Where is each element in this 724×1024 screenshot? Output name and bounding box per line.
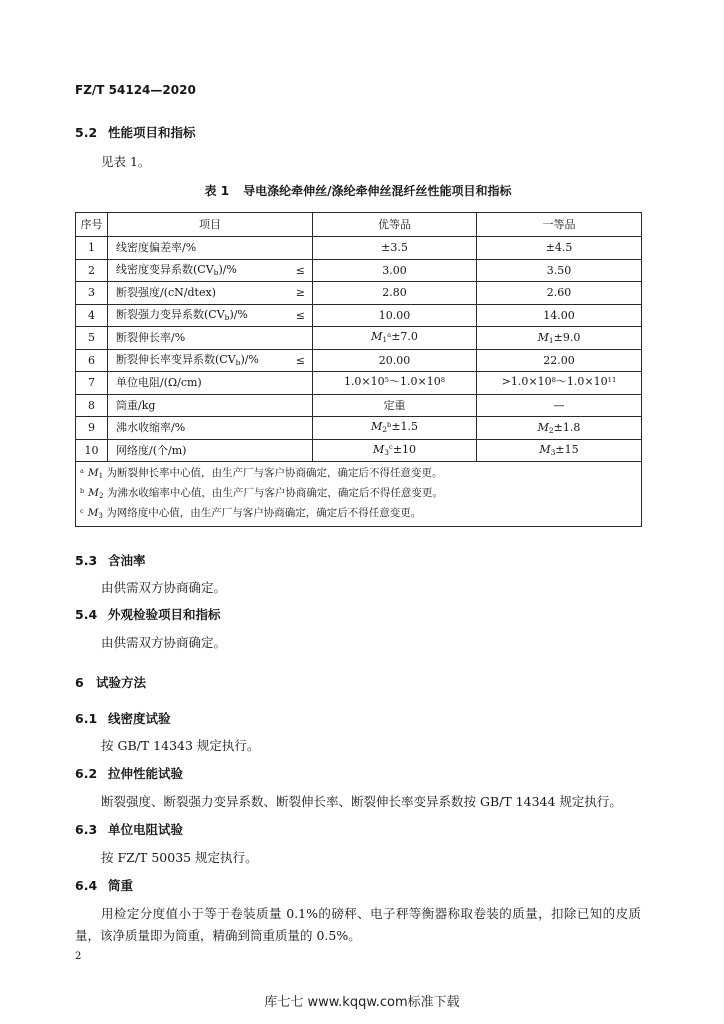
subscript: b bbox=[224, 313, 230, 323]
item-label bbox=[116, 444, 186, 457]
item-cell bbox=[108, 349, 313, 372]
excellent-grade-cell bbox=[313, 349, 477, 372]
text-segment: ±7.0 bbox=[391, 330, 418, 344]
item-label bbox=[116, 399, 155, 412]
first-grade-cell bbox=[477, 439, 642, 462]
text-segment: 线密度变异系数(CV bbox=[116, 263, 214, 277]
item-cell bbox=[108, 327, 313, 350]
text-segment: )/% bbox=[240, 353, 259, 367]
section-6-4-heading bbox=[75, 878, 133, 894]
subscript: 3 bbox=[550, 448, 556, 458]
table-note bbox=[80, 464, 641, 484]
note-marker: c bbox=[80, 506, 84, 515]
comparison-symbol: ≤ bbox=[295, 308, 305, 322]
section-title: 筒重 bbox=[108, 878, 134, 893]
item-cell bbox=[108, 304, 313, 327]
header-first-grade: 一等品 bbox=[477, 213, 642, 237]
excellent-grade-cell bbox=[313, 372, 477, 395]
text-segment: ±4.5 bbox=[545, 241, 573, 255]
comparison-symbol: ≤ bbox=[295, 263, 305, 277]
excellent-grade-cell bbox=[313, 304, 477, 327]
row-number-cell: 7 bbox=[76, 372, 108, 395]
section-title: 含油率 bbox=[108, 553, 146, 568]
italic-symbol: M bbox=[537, 330, 549, 344]
section-title: 单位电阻试验 bbox=[108, 822, 184, 837]
header-excellent-grade: 优等品 bbox=[313, 213, 477, 237]
superscript: 5 bbox=[384, 375, 389, 384]
section-6-heading bbox=[75, 675, 146, 691]
first-grade-cell bbox=[477, 417, 642, 440]
section-5-4-heading bbox=[75, 607, 221, 623]
table-row bbox=[76, 237, 642, 260]
comparison-symbol: ≤ bbox=[295, 353, 305, 367]
table-row bbox=[76, 327, 642, 350]
text-segment: 3.50 bbox=[546, 263, 572, 277]
section-number: 6.2 bbox=[75, 766, 98, 781]
text-segment: )/% bbox=[218, 263, 237, 277]
table-notes-row bbox=[76, 462, 642, 527]
item-content bbox=[116, 444, 305, 457]
item-label bbox=[116, 241, 196, 254]
item-cell bbox=[108, 237, 313, 260]
item-cell bbox=[108, 394, 313, 417]
excellent-grade-cell bbox=[313, 417, 477, 440]
table-caption-number: 表 1 bbox=[204, 184, 230, 198]
text-segment: 2.80 bbox=[382, 286, 407, 300]
row-number-cell: 10 bbox=[76, 439, 108, 462]
section-title: 试验方法 bbox=[96, 675, 147, 690]
section-5-2-body: 见表 1。 bbox=[101, 154, 151, 169]
table-row bbox=[76, 439, 642, 462]
first-grade-cell bbox=[477, 259, 642, 282]
section-number: 5.4 bbox=[75, 607, 98, 622]
table-body bbox=[76, 237, 642, 462]
note-marker: b bbox=[80, 486, 85, 495]
text-segment: 1.0×10 bbox=[343, 375, 385, 389]
subscript: 3 bbox=[384, 447, 389, 457]
section-number: 5.3 bbox=[75, 553, 98, 568]
superscript: a bbox=[387, 330, 392, 339]
text-segment: 定重 bbox=[383, 398, 406, 412]
item-content bbox=[116, 241, 305, 254]
item-cell bbox=[108, 372, 313, 395]
subscript: b bbox=[235, 358, 241, 368]
row-number-cell: 2 bbox=[76, 259, 108, 282]
item-label bbox=[116, 353, 259, 367]
section-5-2-heading bbox=[75, 125, 196, 141]
text-segment: 为沸水收缩率中心值，由生产厂与客户协商确定，确定后不得任意变更。 bbox=[103, 487, 443, 499]
item-cell bbox=[108, 259, 313, 282]
item-label bbox=[116, 421, 185, 434]
section-5-3-heading bbox=[75, 553, 146, 569]
item-cell bbox=[108, 417, 313, 440]
superscript: 11 bbox=[607, 375, 617, 384]
excellent-grade-cell bbox=[313, 237, 477, 260]
text-segment: ±1.5 bbox=[391, 420, 419, 434]
table-row bbox=[76, 349, 642, 372]
excellent-grade-cell bbox=[313, 327, 477, 350]
item-content bbox=[116, 421, 305, 434]
running-header: FZ/T 54124—2020 bbox=[75, 83, 196, 97]
first-grade-cell bbox=[477, 282, 642, 305]
text-segment: 断裂强度/(cN/dtex) bbox=[116, 286, 216, 300]
subscript: 1 bbox=[382, 335, 388, 345]
page-number: 2 bbox=[75, 951, 82, 962]
superscript: c bbox=[388, 443, 393, 452]
section-5-3-body: 由供需双方协商确定。 bbox=[101, 580, 227, 595]
excellent-grade-cell bbox=[313, 394, 477, 417]
item-label bbox=[116, 286, 216, 299]
text-segment: 3.00 bbox=[382, 263, 407, 277]
excellent-grade-cell bbox=[313, 259, 477, 282]
text-segment: 断裂强力变异系数(CV bbox=[116, 308, 225, 322]
text-segment: ±9.0 bbox=[553, 330, 581, 344]
row-number-cell: 5 bbox=[76, 327, 108, 350]
subscript: 2 bbox=[98, 491, 104, 501]
text-segment: 10.00 bbox=[378, 308, 411, 322]
table-header-row bbox=[76, 213, 642, 237]
item-content bbox=[116, 308, 305, 322]
note-marker: a bbox=[80, 466, 84, 475]
first-grade-cell bbox=[477, 372, 642, 395]
section-number: 6.4 bbox=[75, 878, 98, 893]
text-segment: — bbox=[553, 398, 565, 412]
section-number: 6 bbox=[75, 675, 84, 690]
text-segment: ±15 bbox=[555, 443, 579, 457]
italic-symbol: M bbox=[371, 330, 383, 344]
text-segment: 14.00 bbox=[543, 308, 575, 322]
italic-symbol: M bbox=[539, 443, 551, 457]
text-segment: 沸水收缩率/% bbox=[116, 421, 186, 435]
text-segment: 为网络度中心值，由生产厂与客户协商确定，确定后不得任意变更。 bbox=[102, 507, 422, 519]
table-caption bbox=[75, 183, 641, 199]
section-6-4-body: 用检定分度值小于等于卷装质量 0.1%的磅秤、电子秤等衡器称取卷装的质量，扣除已知的皮质量，该净质量即为筒重，精确到筒重质量的 0.5%。 bbox=[75, 906, 641, 943]
section-6-3-body: 按 FZ/T 50035 规定执行。 bbox=[101, 850, 258, 865]
item-content bbox=[116, 376, 305, 389]
text-segment: 筒重/kg bbox=[116, 398, 156, 412]
italic-symbol: M bbox=[537, 420, 549, 434]
excellent-grade-cell bbox=[313, 439, 477, 462]
item-content bbox=[116, 263, 305, 277]
subscript: 1 bbox=[548, 335, 554, 345]
row-number-cell: 8 bbox=[76, 394, 108, 417]
section-6-1-heading bbox=[75, 711, 171, 727]
italic-symbol: M bbox=[370, 420, 383, 434]
subscript: 2 bbox=[548, 425, 554, 435]
section-number: 6.1 bbox=[75, 711, 98, 726]
subscript: b bbox=[213, 268, 219, 278]
subscript: 2 bbox=[382, 425, 387, 435]
section-number: 6.3 bbox=[75, 822, 98, 837]
item-label bbox=[116, 331, 185, 344]
item-cell bbox=[108, 282, 313, 305]
table-row bbox=[76, 282, 642, 305]
first-grade-cell bbox=[477, 349, 642, 372]
performance-table bbox=[75, 212, 642, 527]
italic-symbol: M bbox=[87, 507, 99, 519]
item-cell bbox=[108, 439, 313, 462]
superscript: b bbox=[386, 420, 392, 429]
superscript: 8 bbox=[440, 375, 446, 384]
table-row bbox=[76, 304, 642, 327]
section-number: 5.2 bbox=[75, 125, 98, 140]
first-grade-cell bbox=[477, 394, 642, 417]
text-segment: 网络度/(个/m) bbox=[116, 443, 187, 457]
item-label bbox=[116, 376, 202, 389]
text-segment: ～1.0×10 bbox=[555, 375, 608, 389]
row-number-cell: 1 bbox=[76, 237, 108, 260]
text-segment: 单位电阻/(Ω/cm) bbox=[116, 376, 202, 390]
first-grade-cell bbox=[477, 327, 642, 350]
item-content bbox=[116, 331, 305, 344]
italic-symbol: M bbox=[88, 487, 99, 499]
item-label bbox=[116, 308, 248, 322]
row-number-cell: 9 bbox=[76, 417, 108, 440]
text-segment: 20.00 bbox=[378, 353, 411, 367]
italic-symbol: M bbox=[372, 442, 385, 456]
table-note bbox=[80, 504, 641, 524]
section-6-1-body: 按 GB/T 14343 规定执行。 bbox=[101, 738, 260, 753]
row-number-cell: 6 bbox=[76, 349, 108, 372]
comparison-symbol: ≥ bbox=[295, 286, 305, 300]
excellent-grade-cell bbox=[313, 282, 477, 305]
text-segment: 2.60 bbox=[546, 286, 572, 300]
header-serial-number: 序号 bbox=[76, 213, 108, 237]
section-title: 拉伸性能试验 bbox=[108, 766, 184, 781]
section-5-4-body: 由供需双方协商确定。 bbox=[101, 635, 227, 650]
table-row bbox=[76, 372, 642, 395]
text-segment: 断裂伸长率变异系数(CV bbox=[116, 353, 236, 367]
section-title: 性能项目和指标 bbox=[108, 125, 196, 140]
row-number-cell: 3 bbox=[76, 282, 108, 305]
section-6-2-body: 断裂强度、断裂强力变异系数、断裂伸长率、断裂伸长率变异系数按 GB/T 14344 规定执行。 bbox=[101, 794, 622, 809]
table-row bbox=[76, 394, 642, 417]
table-note bbox=[80, 484, 641, 504]
subscript: 3 bbox=[98, 511, 103, 521]
table-row bbox=[76, 259, 642, 282]
section-title: 外观检验项目和指标 bbox=[108, 607, 221, 622]
text-segment: >1.0×10 bbox=[501, 375, 552, 389]
italic-symbol: M bbox=[87, 467, 99, 479]
table-caption-text: 导电涤纶牵伸丝/涤纶牵伸丝混纤丝性能项目和指标 bbox=[243, 184, 512, 198]
watermark-footer: 库七七 www.kqqw.com标准下载 bbox=[264, 995, 460, 1010]
table-notes bbox=[76, 462, 642, 527]
item-content bbox=[116, 353, 305, 367]
section-6-2-heading bbox=[75, 766, 183, 782]
text-segment: 断裂伸长率/% bbox=[116, 331, 186, 345]
text-segment: ±1.8 bbox=[553, 420, 581, 434]
text-segment: ～1.0×10 bbox=[389, 375, 441, 389]
table-row bbox=[76, 417, 642, 440]
item-content bbox=[116, 286, 305, 299]
text-segment: ±3.5 bbox=[381, 241, 408, 255]
row-number-cell: 4 bbox=[76, 304, 108, 327]
text-segment: 22.00 bbox=[543, 353, 575, 367]
superscript: 8 bbox=[551, 375, 556, 384]
header-item: 项目 bbox=[108, 213, 313, 237]
text-segment: 线密度偏差率/% bbox=[116, 241, 197, 255]
text-segment: 为断裂伸长率中心值，由生产厂与客户协商确定，确定后不得任意变更。 bbox=[103, 467, 443, 479]
section-title: 线密度试验 bbox=[108, 711, 171, 726]
subscript: 1 bbox=[98, 471, 104, 481]
item-content bbox=[116, 399, 305, 412]
first-grade-cell bbox=[477, 304, 642, 327]
section-6-3-heading bbox=[75, 822, 183, 838]
item-label bbox=[116, 263, 237, 277]
text-segment: ±10 bbox=[392, 442, 417, 456]
text-segment: )/% bbox=[229, 308, 248, 322]
first-grade-cell bbox=[477, 237, 642, 260]
